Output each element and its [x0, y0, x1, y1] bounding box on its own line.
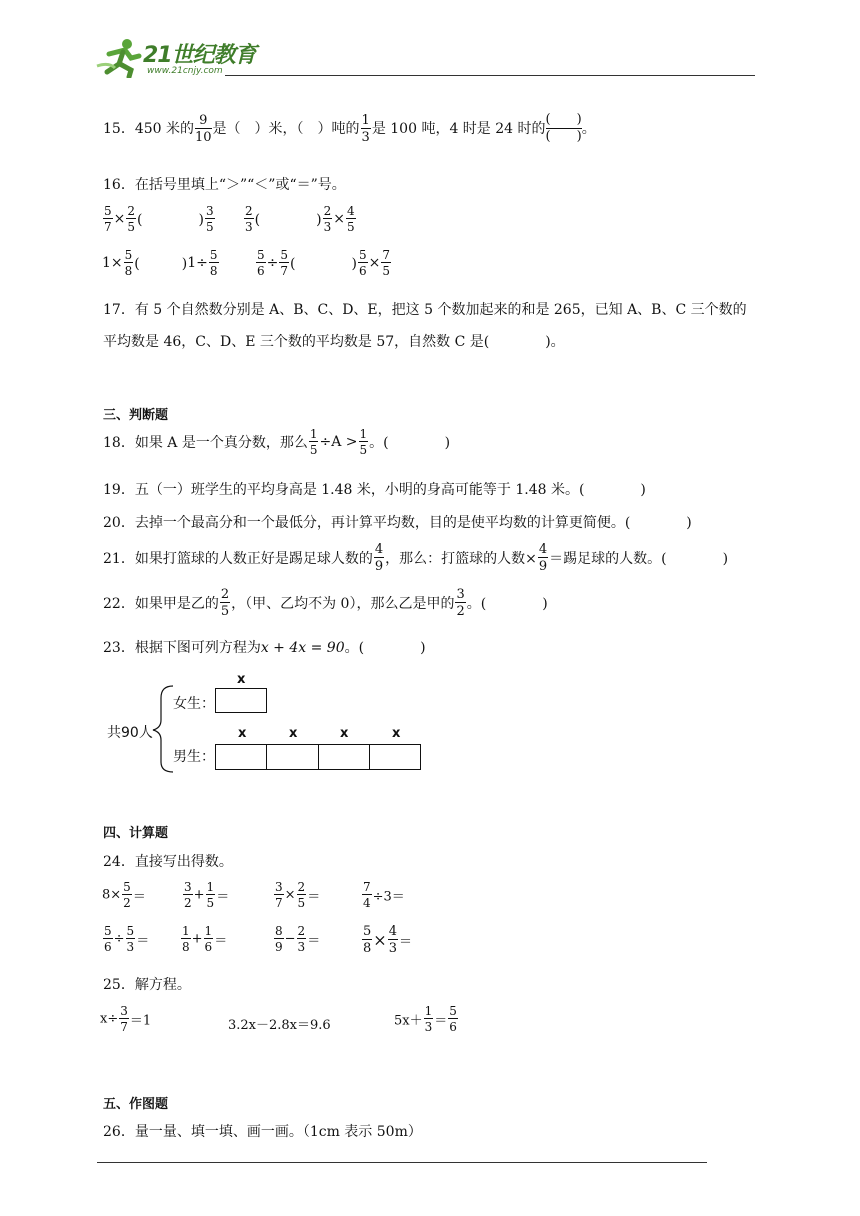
fraction: $\frac{2}{3}$ [323, 204, 332, 234]
boys-box-segment [216, 745, 267, 769]
boys-box-segment [267, 745, 318, 769]
fraction: $\frac{3}{2}$ [456, 587, 465, 619]
bar-model-diagram [105, 670, 435, 780]
fraction: $\frac{4}{9}$ [538, 542, 548, 574]
header-rule [225, 75, 755, 76]
fraction: $\frac{4}{9}$ [374, 542, 384, 574]
q18-number: 18． [103, 435, 135, 451]
q24-row2-item1 [102, 925, 149, 953]
section-3-title: 三、判断题 [103, 408, 169, 423]
q21-text-3: ＝踢足球的人数。( ) [549, 551, 729, 567]
q16-text: 在括号里填上“＞”“＜”或“＝”号。 [134, 177, 346, 193]
fraction: $\frac{2}{3}$ [297, 924, 306, 954]
fraction: $\frac{1}{8}$ [182, 924, 190, 954]
operand: 1÷ [187, 255, 208, 271]
operand: 8× [102, 887, 122, 903]
x-label-boys-4: x [392, 726, 401, 741]
fraction: $\frac{5}{6}$ [104, 924, 112, 954]
fraction: $\frac{3}{7}$ [120, 1004, 128, 1034]
q19-number: 19． [103, 482, 135, 498]
operator: ÷3＝ [372, 889, 405, 905]
section-4-title: 四、计算题 [103, 826, 169, 841]
q15-blank-fraction[interactable]: ( ) ( ) [545, 112, 582, 145]
fraction: $\frac{5}{6}$ [449, 1004, 457, 1034]
x-label-boys-2: x [289, 726, 298, 741]
question-17-line1 [103, 299, 747, 319]
equals: ＝ [307, 889, 321, 905]
answer-blank[interactable]: ( ) [290, 256, 357, 272]
fraction: $\frac{1}{5}$ [359, 427, 368, 457]
logo-url: www.21cnjy.com [147, 66, 223, 76]
question-22 [103, 588, 548, 618]
fraction: $\frac{1}{5}$ [206, 880, 215, 910]
fraction: $\frac{1}{3}$ [424, 1004, 433, 1034]
question-23 [103, 637, 426, 657]
q15-text-1: 450 米的 [134, 120, 194, 137]
question-20 [103, 512, 692, 532]
q15-number: 15． [103, 120, 135, 137]
section-5-title: 五、作图题 [103, 1097, 169, 1112]
q21-text-2: ，那么：打篮球的人数× [385, 551, 537, 567]
q24-row2-item3 [273, 925, 320, 953]
operand: 1× [102, 255, 123, 271]
question-25 [103, 974, 191, 994]
q20-text: 去掉一个最高分和一个最低分，再计算平均数，目的是使平均数的计算更简便。( ) [134, 515, 692, 531]
q15-fraction-2: $\frac{1}{3}$ [361, 112, 370, 145]
fraction: $\frac{5}{8}$ [363, 924, 372, 956]
boys-label: 男生： [173, 749, 215, 765]
fraction: $\frac{5}{8}$ [209, 248, 218, 278]
q17-text-2: 平均数是 46，C、D、E 三个数的平均数是 57，自然数 C 是( )。 [103, 334, 565, 350]
operator: × [284, 887, 296, 903]
q18-operator: ÷A > [319, 434, 358, 450]
question-21 [103, 543, 728, 573]
fraction: $\frac{5}{7}$ [104, 204, 112, 234]
question-17-line2 [103, 331, 565, 351]
fraction: $\frac{1}{5}$ [309, 427, 318, 457]
q26-number: 26． [103, 1124, 135, 1140]
q17-number: 17． [103, 302, 135, 318]
answer-blank[interactable]: ( ) [134, 256, 188, 272]
q20-number: 20． [103, 515, 135, 531]
runner-logo-icon [95, 36, 145, 78]
q24-row1-item1 [102, 881, 146, 909]
operator: × [333, 211, 345, 227]
fraction: $\frac{5}{8}$ [124, 248, 133, 278]
x-label-boys-3: x [340, 726, 349, 741]
fraction: $\frac{5}{6}$ [257, 248, 265, 278]
equals: ＝1 [129, 1013, 152, 1029]
q25-equation-2: 3.2x－2.8x＝9.6 [228, 1018, 331, 1033]
operator: × [373, 930, 387, 950]
operand: x÷ [100, 1011, 119, 1027]
fraction: $\frac{4}{3}$ [388, 924, 397, 956]
q23-text-2: 。( ) [344, 640, 426, 656]
fraction: $\frac{1}{6}$ [204, 924, 213, 954]
fraction: $\frac{5}{7}$ [280, 248, 289, 278]
brace-icon [151, 684, 175, 774]
q16-row1-item2 [243, 205, 357, 233]
boys-box-segment [319, 745, 370, 769]
q23-number: 23． [103, 640, 135, 656]
q22-text-3: 。( ) [466, 596, 548, 612]
q25-equation-1 [100, 1005, 151, 1033]
question-16 [103, 174, 346, 194]
fraction: $\frac{5}{2}$ [123, 880, 131, 910]
q24-row2-item2 [180, 925, 227, 953]
equals: ＝ [132, 889, 146, 905]
fraction: $\frac{5}{6}$ [358, 248, 367, 278]
logo-text: 21世纪教育 [143, 43, 256, 68]
q16-row2-item1 [102, 249, 220, 277]
answer-blank[interactable]: ( ) [254, 212, 322, 228]
boys-box-segment [370, 745, 420, 769]
q24-number: 24． [103, 854, 135, 870]
operator: × [113, 211, 126, 227]
q19-text: 五（一）班学生的平均身高是 1.48 米，小明的身高可能等于 1.48 米。( ) [134, 482, 646, 498]
q24-row1-item3 [273, 881, 320, 909]
q17-text-1: 有 5 个自然数分别是 A、B、C、D、E，把这 5 个数加起来的和是 265，已知 A、B、C 三个数的 [134, 302, 747, 318]
header-logo [95, 36, 265, 78]
question-26 [103, 1121, 422, 1141]
q24-text: 直接写出得数。 [134, 854, 233, 870]
q25-equation-3 [394, 1005, 459, 1033]
q25-text: 解方程。 [134, 977, 191, 993]
q16-row1-item1 [102, 205, 216, 233]
answer-blank[interactable]: ( ) [137, 212, 204, 228]
fraction: $\frac{7}{5}$ [382, 248, 390, 278]
fraction: $\frac{2}{5}$ [127, 204, 136, 234]
girls-box [215, 688, 267, 713]
fraction: $\frac{5}{3}$ [126, 924, 135, 954]
fraction: $\frac{2}{5}$ [220, 587, 230, 619]
footer-rule [97, 1162, 707, 1163]
girls-label: 女生： [173, 696, 215, 712]
boys-box [215, 744, 421, 770]
question-15 [103, 113, 596, 145]
q26-text: 量一量、填一填、画一画。（1cm 表示 50m） [134, 1124, 422, 1140]
q18-text-1: 如果 A 是一个真分数，那么 [134, 435, 308, 451]
q16-row2-item2 [255, 249, 392, 277]
q21-number: 21． [103, 551, 135, 567]
q24-row2-item4 [361, 925, 412, 955]
equals: ＝ [214, 933, 228, 949]
fraction: $\frac{4}{5}$ [346, 204, 355, 234]
x-label-girls: x [237, 672, 246, 687]
q25-number: 25． [103, 977, 135, 993]
operator: ÷ [266, 255, 279, 271]
operator: + [193, 887, 205, 903]
equals: ＝ [434, 1013, 448, 1029]
q15-text-4: 。 [581, 120, 596, 137]
q21-text-1: 如果打篮球的人数正好是踢足球人数的 [134, 551, 373, 567]
fraction: $\frac{2}{3}$ [245, 204, 253, 234]
equals: ＝ [307, 933, 321, 949]
q16-number: 16． [103, 177, 135, 193]
fraction: $\frac{7}{4}$ [363, 880, 371, 910]
q15-text-2: 是（ ）米，（ ）吨的 [212, 120, 360, 137]
q15-text-3: 是 100 吨，4 时是 24 时的 [371, 120, 546, 137]
total-label: 共90人 [107, 725, 153, 741]
fraction: $\frac{3}{2}$ [184, 880, 192, 910]
q22-text-2: ，（甲、乙均不为 0），那么乙是甲的 [231, 596, 455, 612]
q22-number: 22． [103, 596, 135, 612]
question-24 [103, 851, 233, 871]
q24-row1-item4 [361, 881, 405, 909]
equals: ＝ [398, 934, 412, 950]
q24-row1-item2 [182, 881, 229, 909]
operator: ÷ [113, 931, 125, 947]
fraction: $\frac{3}{5}$ [205, 204, 214, 234]
equals: ＝ [216, 889, 230, 905]
q18-text-2: 。( ) [369, 435, 451, 451]
fraction: $\frac{2}{5}$ [297, 880, 306, 910]
fraction: $\frac{8}{9}$ [275, 924, 283, 954]
question-18 [103, 428, 450, 456]
operator: + [191, 931, 203, 947]
operand: 5x＋ [394, 1013, 423, 1029]
question-19 [103, 479, 646, 499]
q23-equation: x + 4x = 90 [260, 640, 345, 656]
x-label-boys-1: x [238, 726, 247, 741]
q22-text-1: 如果甲是乙的 [134, 596, 219, 612]
equals: ＝ [136, 933, 150, 949]
q15-fraction-1: $\frac{9}{10}$ [195, 112, 212, 145]
q23-text-1: 根据下图可列方程为 [134, 640, 261, 656]
operator: − [284, 931, 296, 947]
fraction: $\frac{3}{7}$ [275, 880, 283, 910]
operator: × [368, 255, 381, 271]
